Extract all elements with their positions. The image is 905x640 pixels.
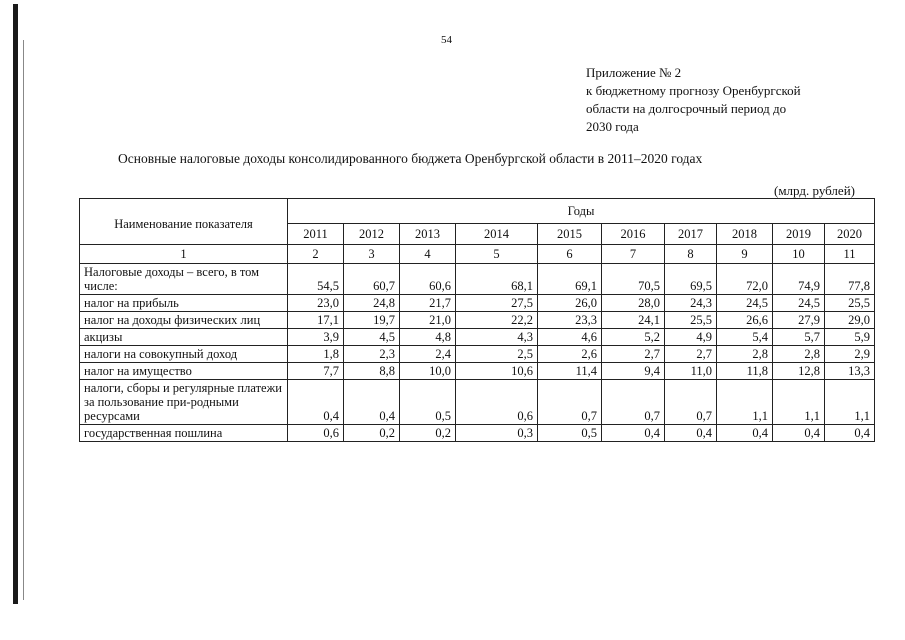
value-cell: 24,3 xyxy=(665,295,717,312)
year-header: 2020 xyxy=(825,224,875,245)
value-cell: 2,5 xyxy=(456,346,538,363)
value-cell: 60,7 xyxy=(344,264,400,295)
value-cell: 23,3 xyxy=(538,312,602,329)
value-cell: 0,6 xyxy=(288,425,344,442)
column-number: 11 xyxy=(825,245,875,264)
units-label: (млрд. рублей) xyxy=(774,183,855,198)
value-cell: 0,4 xyxy=(825,425,875,442)
table-row xyxy=(80,380,875,425)
indicator-name: налог на доходы физических лиц xyxy=(80,312,288,329)
value-cell: 0,2 xyxy=(344,425,400,442)
value-cell: 60,6 xyxy=(400,264,456,295)
value-cell: 11,4 xyxy=(538,363,602,380)
value-cell: 9,4 xyxy=(602,363,665,380)
column-numbers-row xyxy=(80,245,875,264)
value-cell: 2,8 xyxy=(717,346,773,363)
value-cell: 24,1 xyxy=(602,312,665,329)
value-cell: 0,4 xyxy=(773,425,825,442)
indicator-name-header: Наименование показателя xyxy=(80,199,288,245)
page-number: 54 xyxy=(441,34,452,46)
document-title: Основные налоговые доходы консолидированного бюджета Оренбургской области в 2011–2020 годах xyxy=(118,151,703,166)
value-cell: 19,7 xyxy=(344,312,400,329)
value-cell: 25,5 xyxy=(825,295,875,312)
indicator-name: государственная пошлина xyxy=(80,425,288,442)
table-row xyxy=(80,346,875,363)
table-row xyxy=(80,295,875,312)
value-cell: 13,3 xyxy=(825,363,875,380)
value-cell: 1,1 xyxy=(825,380,875,425)
value-cell: 69,1 xyxy=(538,264,602,295)
value-cell: 5,2 xyxy=(602,329,665,346)
value-cell: 0,7 xyxy=(538,380,602,425)
table-row xyxy=(80,264,875,295)
value-cell: 72,0 xyxy=(717,264,773,295)
value-cell: 10,0 xyxy=(400,363,456,380)
value-cell: 0,7 xyxy=(665,380,717,425)
value-cell: 2,6 xyxy=(538,346,602,363)
value-cell: 5,7 xyxy=(773,329,825,346)
year-header: 2017 xyxy=(665,224,717,245)
appendix-note xyxy=(586,64,886,136)
years-group-header: Годы xyxy=(288,199,875,224)
value-cell: 0,5 xyxy=(400,380,456,425)
value-cell: 22,2 xyxy=(456,312,538,329)
year-header: 2013 xyxy=(400,224,456,245)
value-cell: 2,9 xyxy=(825,346,875,363)
value-cell: 29,0 xyxy=(825,312,875,329)
table-row xyxy=(80,312,875,329)
value-cell: 11,0 xyxy=(665,363,717,380)
value-cell: 27,9 xyxy=(773,312,825,329)
appendix-line: области на долгосрочный период до xyxy=(586,101,787,116)
value-cell: 27,5 xyxy=(456,295,538,312)
year-header: 2012 xyxy=(344,224,400,245)
year-header: 2019 xyxy=(773,224,825,245)
value-cell: 4,6 xyxy=(538,329,602,346)
column-number: 10 xyxy=(773,245,825,264)
value-cell: 3,9 xyxy=(288,329,344,346)
value-cell: 2,8 xyxy=(773,346,825,363)
value-cell: 8,8 xyxy=(344,363,400,380)
value-cell: 4,3 xyxy=(456,329,538,346)
value-cell: 2,4 xyxy=(400,346,456,363)
indicator-name: акцизы xyxy=(80,329,288,346)
value-cell: 28,0 xyxy=(602,295,665,312)
value-cell: 0,4 xyxy=(665,425,717,442)
table-row xyxy=(80,329,875,346)
scan-margin-bar xyxy=(13,4,18,604)
value-cell: 0,4 xyxy=(344,380,400,425)
appendix-line: к бюджетному прогнозу Оренбургской xyxy=(586,83,801,98)
indicator-name: налоги на совокупный доход xyxy=(80,346,288,363)
value-cell: 0,6 xyxy=(456,380,538,425)
value-cell: 2,7 xyxy=(665,346,717,363)
value-cell: 0,4 xyxy=(717,425,773,442)
column-number: 7 xyxy=(602,245,665,264)
column-number: 9 xyxy=(717,245,773,264)
column-number: 8 xyxy=(665,245,717,264)
value-cell: 5,9 xyxy=(825,329,875,346)
table-row xyxy=(80,425,875,442)
value-cell: 0,2 xyxy=(400,425,456,442)
year-header: 2015 xyxy=(538,224,602,245)
value-cell: 69,5 xyxy=(665,264,717,295)
value-cell: 23,0 xyxy=(288,295,344,312)
value-cell: 25,5 xyxy=(665,312,717,329)
column-number: 1 xyxy=(80,245,288,264)
value-cell: 21,0 xyxy=(400,312,456,329)
value-cell: 7,7 xyxy=(288,363,344,380)
value-cell: 1,1 xyxy=(717,380,773,425)
indicator-name: Налоговые доходы – всего, в том числе: xyxy=(80,264,288,295)
value-cell: 12,8 xyxy=(773,363,825,380)
value-cell: 4,5 xyxy=(344,329,400,346)
value-cell: 0,4 xyxy=(288,380,344,425)
value-cell: 1,1 xyxy=(773,380,825,425)
column-number: 2 xyxy=(288,245,344,264)
value-cell: 17,1 xyxy=(288,312,344,329)
appendix-line: Приложение № 2 xyxy=(586,65,682,80)
value-cell: 77,8 xyxy=(825,264,875,295)
value-cell: 0,3 xyxy=(456,425,538,442)
value-cell: 11,8 xyxy=(717,363,773,380)
value-cell: 0,4 xyxy=(602,425,665,442)
column-number: 4 xyxy=(400,245,456,264)
indicator-name: налог на имущество xyxy=(80,363,288,380)
year-header: 2014 xyxy=(456,224,538,245)
value-cell: 68,1 xyxy=(456,264,538,295)
value-cell: 5,4 xyxy=(717,329,773,346)
column-number: 5 xyxy=(456,245,538,264)
appendix-line: 2030 года xyxy=(586,119,639,134)
value-cell: 26,6 xyxy=(717,312,773,329)
value-cell: 1,8 xyxy=(288,346,344,363)
value-cell: 54,5 xyxy=(288,264,344,295)
year-header: 2018 xyxy=(717,224,773,245)
value-cell: 26,0 xyxy=(538,295,602,312)
value-cell: 24,8 xyxy=(344,295,400,312)
indicator-name: налоги, сборы и регулярные платежи за пользование при-родными ресурсами xyxy=(80,380,288,425)
table-row xyxy=(80,363,875,380)
value-cell: 70,5 xyxy=(602,264,665,295)
indicator-name: налог на прибыль xyxy=(80,295,288,312)
scan-margin-line xyxy=(23,40,24,600)
column-number: 3 xyxy=(344,245,400,264)
value-cell: 21,7 xyxy=(400,295,456,312)
tax-revenue-table xyxy=(79,198,875,442)
value-cell: 24,5 xyxy=(773,295,825,312)
value-cell: 74,9 xyxy=(773,264,825,295)
value-cell: 4,9 xyxy=(665,329,717,346)
value-cell: 10,6 xyxy=(456,363,538,380)
value-cell: 24,5 xyxy=(717,295,773,312)
value-cell: 4,8 xyxy=(400,329,456,346)
value-cell: 2,3 xyxy=(344,346,400,363)
year-header: 2011 xyxy=(288,224,344,245)
column-number: 6 xyxy=(538,245,602,264)
value-cell: 2,7 xyxy=(602,346,665,363)
value-cell: 0,5 xyxy=(538,425,602,442)
year-header: 2016 xyxy=(602,224,665,245)
value-cell: 0,7 xyxy=(602,380,665,425)
